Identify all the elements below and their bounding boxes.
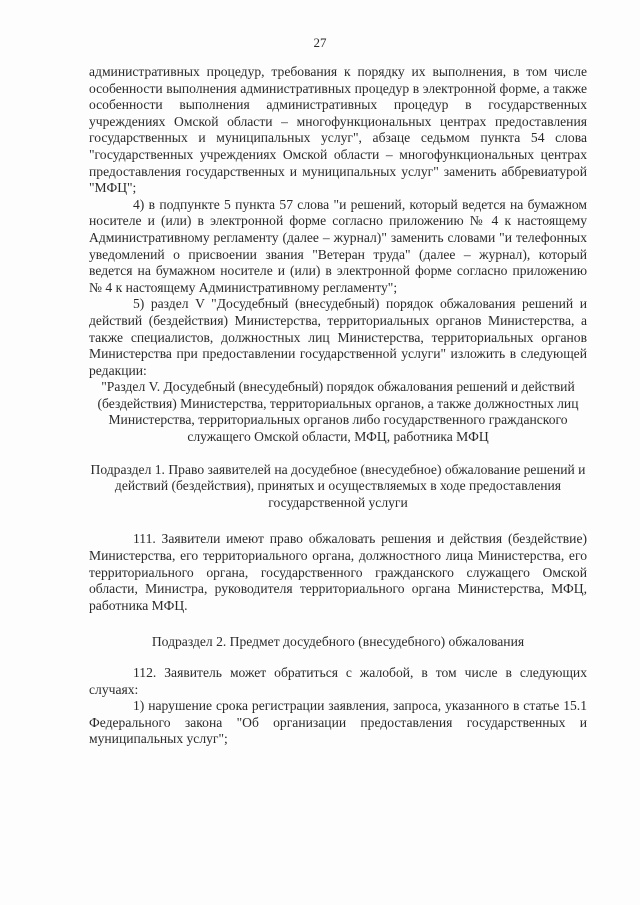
paragraph-111: 111. Заявители имеют право обжаловать решения и действия (бездействие) Министерства, его территориального органа, должностного лица Министерства, его территориального органа, государственного гражданского служащего Омской области, Министра, руководителя территориального органа Министерства, МФЦ, работника МФЦ. (89, 531, 587, 613)
paragraph-112: 112. Заявитель может обратиться с жалобой, в том числе в следующих случаях: (89, 665, 587, 697)
paragraph-112-item-1: 1) нарушение срока регистрации заявления, запроса, указанного в статье 15.1 Федерального закона "Об организации предоставления государственных и муниципальных услуг"; (89, 698, 587, 747)
paragraph-continuation: административных процедур, требования к порядку их выполнения, в том числе особенности выполнения административных процедур в электронной форме, а также особенности выполнения административных процедур в государственных учреждениях Омской области – многофункциональных центрах предоставления государственных и муниципальных услуг", абзаце седьмом пункта 54 слова "государственных учреждениях Омской области – многофункциональных центрах предоставления государственных и муниципальных услуг" заменить аббревиатурой "МФЦ"; (89, 64, 587, 196)
document-body (89, 64, 587, 748)
subsection-1-title: Подраздел 1. Право заявителей на досудебное (внесудебное) обжалование решений и действий (бездействия), принятых и осуществляемых в ходе предоставления государственной услуги (90, 461, 586, 510)
section-title: "Раздел V. Досудебный (внесудебный) порядок обжалования решений и действий (бездействия) Министерства, территориальных органов, а также должностных лиц Министерства, территориальных органов либо государственного гражданского служащего Омской области, МФЦ, работника МФЦ (97, 379, 579, 445)
page-number: 27 (313, 35, 327, 50)
paragraph-item-5: 5) раздел V "Досудебный (внесудебный) порядок обжалования решений и действий (бездействия) Министерства, территориальных органов Министерства, а также специалистов, должностных лиц Министерства, территориальных органов Министерства при предоставлении государственной услуги" изложить в следующей редакции: (89, 296, 587, 378)
subsection-2-title: Подраздел 2. Предмет досудебного (внесудебного) обжалования (151, 634, 525, 650)
paragraph-item-4: 4) в подпункте 5 пункта 57 слова "и решений, который ведется на бумажном носителе и (или) в электронной форме согласно приложению № 4 к настоящему Административному регламенту (далее – журнал)" заменить словами "и телефонных уведомлений о присвоении звания "Ветеран труда" (далее – журнал), который ведется на бумажном носителе и (или) в электронной форме согласно приложению № 4 к настоящему Административному регламенту"; (89, 196, 587, 295)
